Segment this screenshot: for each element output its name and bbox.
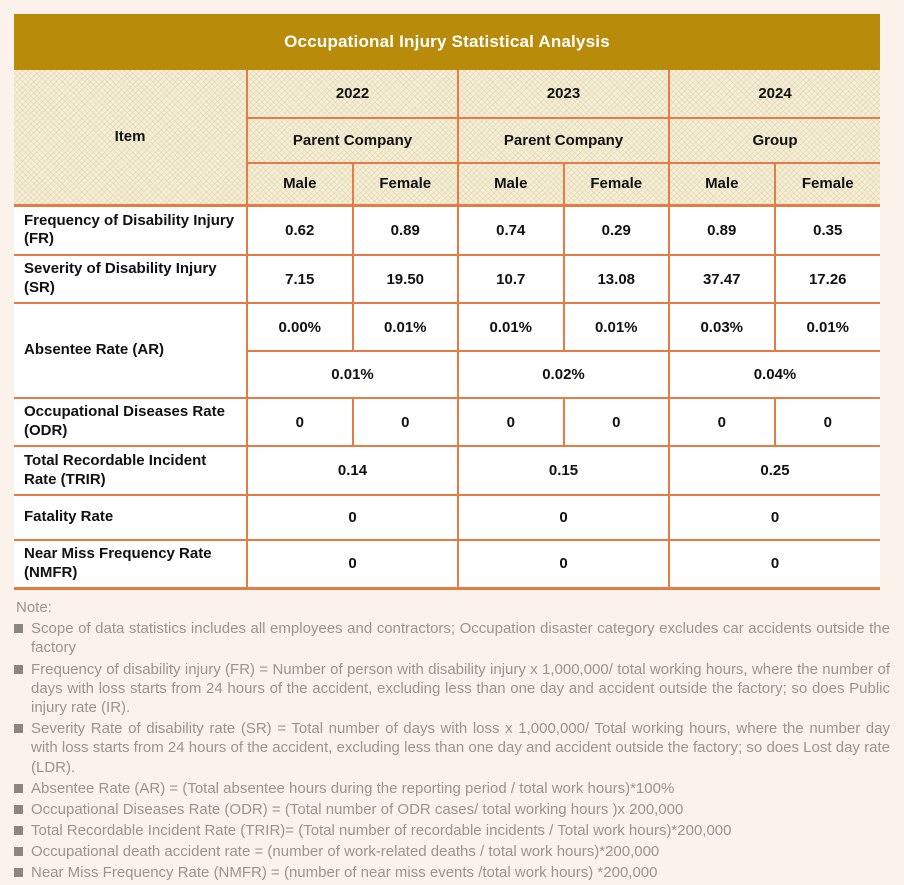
table-row-nmfr xyxy=(14,540,880,588)
data-cell: 0.14 xyxy=(247,446,458,495)
data-cell: 0 xyxy=(458,540,669,588)
square-bullet-icon xyxy=(14,724,23,733)
table-row-fr xyxy=(14,205,880,255)
data-cell: 19.50 xyxy=(353,255,459,303)
data-cell: 0 xyxy=(353,398,459,446)
data-cell: 0.03% xyxy=(669,303,775,351)
square-bullet-icon xyxy=(14,847,23,856)
data-cell: 0.02% xyxy=(458,351,669,398)
note-item xyxy=(14,779,890,798)
note-text: Occupational Diseases Rate (ODR) = (Total number of ODR cases/ total working hours )x 200,000 xyxy=(31,800,684,818)
note-text: Scope of data statistics includes all employees and contractors; Occupation disaster category excludes car accidents outside the factory xyxy=(31,620,890,657)
row-label: Total Recordable Incident Rate (TRIR) xyxy=(14,446,247,495)
note-item xyxy=(14,800,890,819)
header-female-2024: Female xyxy=(775,163,881,205)
data-cell: 0.89 xyxy=(669,205,775,255)
note-item xyxy=(14,842,890,861)
note-item xyxy=(14,619,890,657)
data-cell: 0.35 xyxy=(775,205,881,255)
data-cell: 0 xyxy=(775,398,881,446)
table-row-trir xyxy=(14,446,880,495)
data-cell: 0.00% xyxy=(247,303,353,351)
data-cell: 0 xyxy=(669,398,775,446)
square-bullet-icon xyxy=(14,624,23,633)
note-item xyxy=(14,719,890,777)
square-bullet-icon xyxy=(14,826,23,835)
square-bullet-icon xyxy=(14,868,23,877)
note-item xyxy=(14,660,890,718)
data-cell: 0.01% xyxy=(564,303,670,351)
note-text: Near Miss Frequency Rate (NMFR) = (number of near miss events /total work hours) *200,000 xyxy=(31,864,658,882)
note-text: Severity Rate of disability rate (SR) = Total number of days with loss x 1,000,000/ Total working hours, where the number day with loss starts from 24 hours of the accident, excluding less than one day and accident outside the factory; so does Lost day rate (LDR). xyxy=(31,720,890,776)
table-row-fatality xyxy=(14,495,880,540)
note-text: Occupational death accident rate = (number of work-related deaths / total work hours)*200,000 xyxy=(31,843,660,861)
data-cell: 0 xyxy=(247,398,353,446)
statistics-table xyxy=(14,70,880,590)
injury-statistics-table xyxy=(14,14,880,590)
header-year-2023: 2023 xyxy=(458,70,669,118)
data-cell: 0.29 xyxy=(564,205,670,255)
data-cell: 0.01% xyxy=(458,303,564,351)
notes-heading: Note: xyxy=(16,599,52,616)
note-item xyxy=(14,863,890,882)
square-bullet-icon xyxy=(14,805,23,814)
note-text: Total Recordable Incident Rate (TRIR)= (Total number of recordable incidents / Total work hours)*200,000 xyxy=(31,822,732,840)
header-female-2023: Female xyxy=(564,163,670,205)
row-label: Absentee Rate (AR) xyxy=(14,303,247,398)
table-title: Occupational Injury Statistical Analysis xyxy=(14,14,880,70)
header-male-2023: Male xyxy=(458,163,564,205)
row-label: Near Miss Frequency Rate (NMFR) xyxy=(14,540,247,588)
data-cell: 0 xyxy=(247,540,458,588)
header-year-2022: 2022 xyxy=(247,70,458,118)
table-row-sr xyxy=(14,255,880,303)
data-cell: 0.15 xyxy=(458,446,669,495)
data-cell: 0 xyxy=(669,540,880,588)
data-cell: 10.7 xyxy=(458,255,564,303)
square-bullet-icon xyxy=(14,665,23,674)
row-label: Severity of Disability Injury (SR) xyxy=(14,255,247,303)
data-cell: 0 xyxy=(247,495,458,540)
data-cell: 0.74 xyxy=(458,205,564,255)
header-item: Item xyxy=(14,70,247,205)
notes-section xyxy=(14,598,890,885)
note-text: Absentee Rate (AR) = (Total absentee hours during the reporting period / total work hours)*100% xyxy=(31,779,675,797)
note-text: Frequency of disability injury (FR) = Number of person with disability injury x 1,000,000/ total working hours, where the number of days with loss starts from 24 hours of the accident, excluding less than one day and accident outside the factory; so does Public injury rate (IR). xyxy=(31,660,890,716)
data-cell: 13.08 xyxy=(564,255,670,303)
note-item xyxy=(14,821,890,840)
data-cell: 37.47 xyxy=(669,255,775,303)
data-cell: 0 xyxy=(458,398,564,446)
header-year-2024: 2024 xyxy=(669,70,880,118)
data-cell: 0.04% xyxy=(669,351,880,398)
header-male-2024: Male xyxy=(669,163,775,205)
row-label: Occupational Diseases Rate (ODR) xyxy=(14,398,247,446)
row-label: Frequency of Disability Injury (FR) xyxy=(14,205,247,255)
data-cell: 0 xyxy=(458,495,669,540)
data-cell: 0.25 xyxy=(669,446,880,495)
table-row-odr xyxy=(14,398,880,446)
data-cell: 0 xyxy=(564,398,670,446)
header-female-2022: Female xyxy=(353,163,459,205)
header-org-2024: Group xyxy=(669,118,880,163)
header-org-2022: Parent Company xyxy=(247,118,458,163)
data-cell: 0.01% xyxy=(353,303,459,351)
data-cell: 0.01% xyxy=(247,351,458,398)
header-male-2022: Male xyxy=(247,163,353,205)
data-cell: 0 xyxy=(669,495,880,540)
data-cell: 7.15 xyxy=(247,255,353,303)
square-bullet-icon xyxy=(14,784,23,793)
table-row-ar-by-gender xyxy=(14,303,880,351)
data-cell: 0.89 xyxy=(353,205,459,255)
data-cell: 0.62 xyxy=(247,205,353,255)
header-org-2023: Parent Company xyxy=(458,118,669,163)
row-label: Fatality Rate xyxy=(14,495,247,540)
data-cell: 0.01% xyxy=(775,303,881,351)
data-cell: 17.26 xyxy=(775,255,881,303)
